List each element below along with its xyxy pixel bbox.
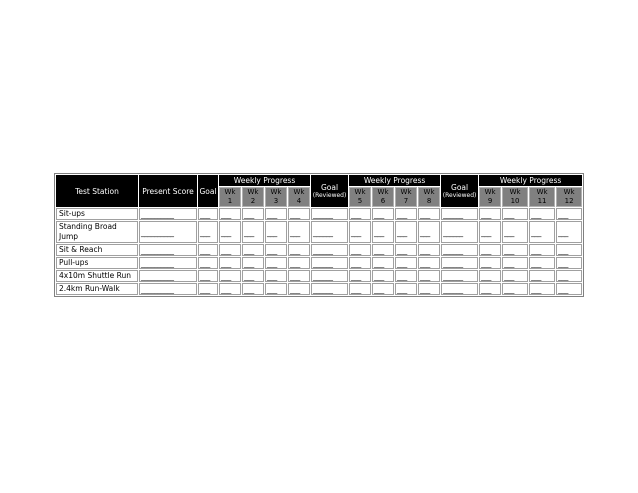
weekly-progress-header-3: Weekly Progress (479, 175, 582, 186)
weekly-progress-header-2: Weekly Progress (349, 175, 440, 186)
week-header-11 (529, 187, 555, 207)
week-blank-field[interactable]: ___ (529, 257, 555, 269)
week-blank-field[interactable]: ___ (395, 221, 417, 243)
week-label: Wk (377, 188, 389, 196)
reviewed-blank-field[interactable]: ______ (441, 270, 478, 282)
week-label: Wk (293, 188, 305, 196)
goal-header: Goal (198, 175, 218, 207)
goal-blank-field[interactable]: ___ (198, 283, 218, 295)
week-blank-field[interactable]: ___ (395, 244, 417, 256)
goal-blank-field[interactable]: ___ (198, 257, 218, 269)
weekly-progress-header-1: Weekly Progress (219, 175, 310, 186)
week-blank-field[interactable]: ___ (265, 244, 287, 256)
reviewed-blank-field[interactable]: ______ (311, 283, 348, 295)
week-blank-field[interactable]: ___ (502, 257, 528, 269)
week-blank-field[interactable]: ___ (418, 270, 440, 282)
week-blank-field[interactable]: ___ (556, 270, 582, 282)
week-blank-field[interactable]: ___ (502, 283, 528, 295)
goal-blank-field[interactable]: ___ (198, 221, 218, 243)
week-blank-field[interactable]: ___ (479, 244, 501, 256)
week-label: Wk (423, 188, 435, 196)
week-blank-field[interactable]: ___ (349, 283, 371, 295)
week-number: 4 (296, 197, 302, 205)
week-header-5 (349, 187, 371, 207)
goal-blank-field[interactable]: ___ (198, 270, 218, 282)
week-number: 11 (537, 197, 547, 205)
week-blank-field[interactable]: ___ (372, 270, 394, 282)
week-header-8 (418, 187, 440, 207)
present-blank-field[interactable]: __________ (139, 283, 197, 295)
goal-reviewed-header-1 (311, 175, 348, 207)
week-label: Wk (484, 188, 496, 196)
week-label: Wk (400, 188, 412, 196)
present-blank-field[interactable]: __________ (139, 257, 197, 269)
reviewed-blank-field[interactable]: ______ (441, 257, 478, 269)
goal-reviewed-sub: (Reviewed) (312, 192, 347, 199)
table-row (56, 257, 582, 269)
week-header-6 (372, 187, 394, 207)
week-label: Wk (563, 188, 575, 196)
week-header-3 (265, 187, 287, 207)
week-blank-field[interactable]: ___ (219, 257, 241, 269)
week-blank-field[interactable]: ___ (479, 270, 501, 282)
present-blank-field[interactable]: __________ (139, 270, 197, 282)
week-blank-field[interactable]: ___ (219, 244, 241, 256)
week-label: Wk (224, 188, 236, 196)
week-blank-field[interactable]: ___ (395, 208, 417, 220)
week-blank-field[interactable]: ___ (349, 257, 371, 269)
goal-blank-field[interactable]: ___ (198, 244, 218, 256)
week-blank-field[interactable]: ___ (219, 208, 241, 220)
week-blank-field[interactable]: ___ (502, 208, 528, 220)
test-station-label: Sit-ups (56, 208, 138, 220)
reviewed-blank-field[interactable]: ______ (441, 221, 478, 243)
week-blank-field[interactable]: ___ (418, 221, 440, 243)
week-blank-field[interactable]: ___ (265, 221, 287, 243)
week-blank-field[interactable]: ___ (502, 221, 528, 243)
week-blank-field[interactable]: ___ (479, 283, 501, 295)
week-number: 3 (273, 197, 279, 205)
week-blank-field[interactable]: ___ (395, 270, 417, 282)
goal-reviewed-sub: (Reviewed) (442, 192, 477, 199)
week-blank-field[interactable]: ___ (242, 283, 264, 295)
week-blank-field[interactable]: ___ (265, 257, 287, 269)
week-header-7 (395, 187, 417, 207)
week-blank-field[interactable]: ___ (372, 257, 394, 269)
week-blank-field[interactable]: ___ (219, 270, 241, 282)
week-blank-field[interactable]: ___ (288, 257, 310, 269)
reviewed-blank-field[interactable]: ______ (311, 244, 348, 256)
week-blank-field[interactable]: ___ (395, 257, 417, 269)
table-row (56, 208, 582, 220)
table-row (56, 283, 582, 295)
present-score-header: Present Score (139, 175, 197, 207)
week-header-10 (502, 187, 528, 207)
week-blank-field[interactable]: ___ (265, 208, 287, 220)
week-blank-field[interactable]: ___ (418, 208, 440, 220)
week-number: 10 (510, 197, 520, 205)
test-station-label: 4x10m Shuttle Run (56, 270, 138, 282)
reviewed-blank-field[interactable]: ______ (441, 283, 478, 295)
reviewed-blank-field[interactable]: ______ (311, 208, 348, 220)
week-blank-field[interactable]: ___ (479, 208, 501, 220)
test-station-label: Standing Broad Jump (56, 221, 138, 243)
reviewed-blank-field[interactable]: ______ (441, 244, 478, 256)
week-blank-field[interactable]: ___ (502, 270, 528, 282)
week-label: Wk (509, 188, 521, 196)
week-number: 12 (564, 197, 574, 205)
week-number: 8 (426, 197, 432, 205)
week-blank-field[interactable]: ___ (242, 221, 264, 243)
week-header-4 (288, 187, 310, 207)
week-blank-field[interactable]: ___ (529, 244, 555, 256)
week-blank-field[interactable]: ___ (529, 208, 555, 220)
week-blank-field[interactable]: ___ (349, 244, 371, 256)
week-blank-field[interactable]: ___ (418, 257, 440, 269)
week-blank-field[interactable]: ___ (265, 270, 287, 282)
week-blank-field[interactable]: ___ (556, 208, 582, 220)
week-label: Wk (354, 188, 366, 196)
present-blank-field[interactable]: __________ (139, 208, 197, 220)
test-station-label: Sit & Reach (56, 244, 138, 256)
week-blank-field[interactable]: ___ (288, 244, 310, 256)
test-station-label: 2.4km Run-Walk (56, 283, 138, 295)
week-blank-field[interactable]: ___ (288, 208, 310, 220)
week-number: 5 (357, 197, 363, 205)
week-blank-field[interactable]: ___ (219, 221, 241, 243)
week-blank-field[interactable]: ___ (372, 208, 394, 220)
week-blank-field[interactable]: ___ (372, 244, 394, 256)
week-blank-field[interactable]: ___ (556, 221, 582, 243)
test-station-header: Test Station (56, 175, 138, 207)
goal-reviewed-title: Goal (320, 183, 339, 192)
week-header-9 (479, 187, 501, 207)
week-blank-field[interactable]: ___ (418, 283, 440, 295)
reviewed-blank-field[interactable]: ______ (311, 257, 348, 269)
week-label: Wk (270, 188, 282, 196)
table-row (56, 244, 582, 256)
reviewed-blank-field[interactable]: ______ (311, 221, 348, 243)
week-number: 1 (227, 197, 233, 205)
week-blank-field[interactable]: ___ (479, 221, 501, 243)
week-blank-field[interactable]: ___ (242, 270, 264, 282)
table-row (56, 270, 582, 282)
test-station-label: Pull-ups (56, 257, 138, 269)
week-blank-field[interactable]: ___ (242, 244, 264, 256)
week-number: 9 (487, 197, 493, 205)
week-header-12 (556, 187, 582, 207)
table-row (56, 221, 582, 243)
week-blank-field[interactable]: ___ (529, 270, 555, 282)
week-blank-field[interactable]: ___ (288, 270, 310, 282)
week-number: 2 (250, 197, 256, 205)
week-header-2 (242, 187, 264, 207)
week-blank-field[interactable]: ___ (288, 283, 310, 295)
week-blank-field[interactable]: ___ (349, 221, 371, 243)
week-header-1 (219, 187, 241, 207)
week-number: 6 (380, 197, 386, 205)
week-blank-field[interactable]: ___ (529, 221, 555, 243)
week-blank-field[interactable]: ___ (479, 257, 501, 269)
week-blank-field[interactable]: ___ (349, 270, 371, 282)
week-blank-field[interactable]: ___ (242, 257, 264, 269)
week-blank-field[interactable]: ___ (265, 283, 287, 295)
reviewed-blank-field[interactable]: ______ (441, 208, 478, 220)
week-blank-field[interactable]: ___ (395, 283, 417, 295)
reviewed-blank-field[interactable]: ______ (311, 270, 348, 282)
week-blank-field[interactable]: ___ (349, 208, 371, 220)
week-blank-field[interactable]: ___ (288, 221, 310, 243)
present-blank-field[interactable]: __________ (139, 221, 197, 243)
week-blank-field[interactable]: ___ (556, 283, 582, 295)
goal-reviewed-title: Goal (451, 183, 469, 192)
fitness-progress-table (55, 174, 583, 296)
week-blank-field[interactable]: ___ (556, 244, 582, 256)
present-blank-field[interactable]: __________ (139, 244, 197, 256)
week-blank-field[interactable]: ___ (219, 283, 241, 295)
week-label: Wk (247, 188, 259, 196)
week-blank-field[interactable]: ___ (372, 283, 394, 295)
week-blank-field[interactable]: ___ (502, 244, 528, 256)
week-blank-field[interactable]: ___ (242, 208, 264, 220)
week-blank-field[interactable]: ___ (372, 221, 394, 243)
week-blank-field[interactable]: ___ (529, 283, 555, 295)
week-blank-field[interactable]: ___ (556, 257, 582, 269)
week-label: Wk (536, 188, 548, 196)
goal-blank-field[interactable]: ___ (198, 208, 218, 220)
goal-reviewed-header-2 (441, 175, 478, 207)
week-blank-field[interactable]: ___ (418, 244, 440, 256)
week-number: 7 (403, 197, 409, 205)
